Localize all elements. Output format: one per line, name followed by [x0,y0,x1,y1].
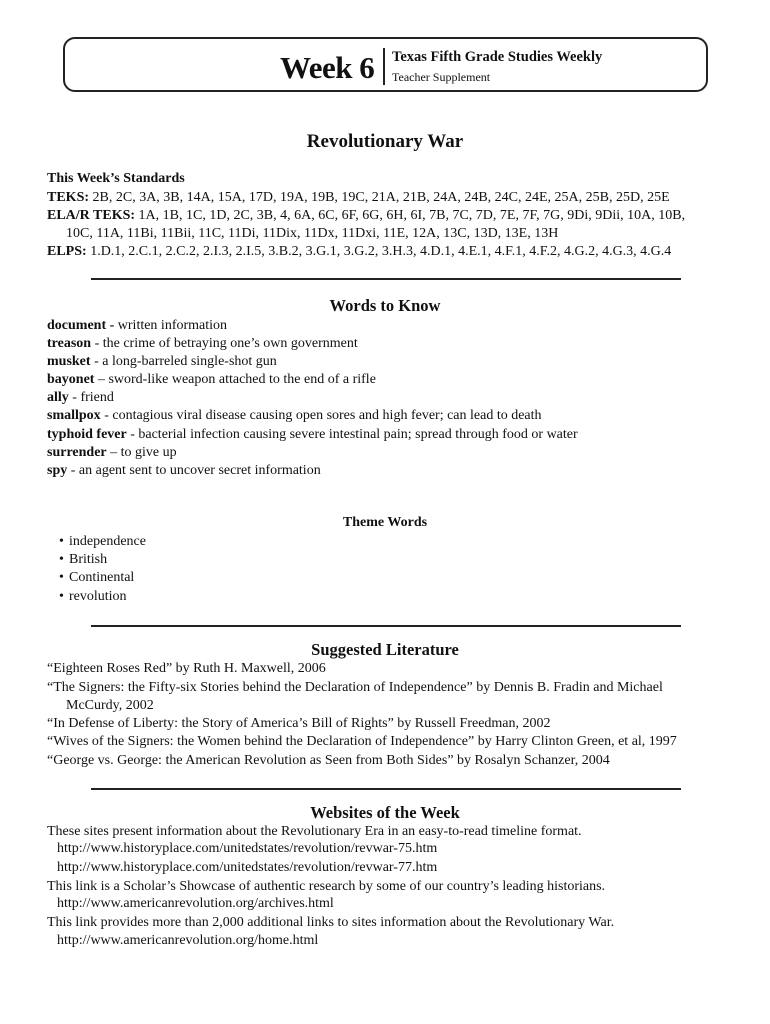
website-description: These sites present information about the Revolutionary Era in an easy-to-read timeline format. [47,824,582,839]
literature-item: “Eighteen Roses Red” by Ruth H. Maxwell, 2006 [47,661,326,676]
theme-word: independence [69,534,146,549]
bullet-icon: • [59,534,64,549]
bullet-icon: • [59,589,64,604]
week-number: Week 6 [280,50,375,85]
header-divider [383,48,385,85]
website-description: This link provides more than 2,000 additional links to sites information about the Revolutionary War. [47,915,615,930]
elar-value: 1A, 1B, 1C, 1D, 2C, 3B, 4, 6A, 6C, 6F, 6G, 6H, 6I, 7B, 7C, 7D, 7E, 7F, 7G, 9Di, 9Dii, 10A, 10B, [138,208,686,223]
word-item: bayonet – sword-like weapon attached to the end of a rifle [47,372,376,387]
elps-value: 1.D.1, 2.C.1, 2.C.2, 2.I.3, 2.I.5, 3.B.2, 3.G.1, 3.G.2, 3.H.3, 4.D.1, 4.E.1, 4.F.1, 4.F.2, 4.G.2, 4.G.3, 4.G.4 [90,244,672,259]
website-link[interactable]: http://www.americanrevolution.org/home.html [57,933,319,948]
teks-line [47,189,670,207]
literature-item: “Wives of the Signers: the Women behind the Declaration of Independence” by Harry Clinton Green, et al, 1997 [47,734,677,749]
header-box [63,37,708,92]
bullet-icon: • [59,570,64,585]
words-to-know-heading: Words to Know [329,296,441,315]
word-item: spy - an agent sent to uncover secret information [47,463,321,478]
divider [91,278,681,280]
page-title: Revolutionary War [306,131,464,152]
teks-value: 2B, 2C, 3A, 3B, 14A, 15A, 17D, 19A, 19B, 19C, 21A, 21B, 24A, 24B, 24C, 24E, 25A, 25B, 25D, 25E [92,190,670,205]
literature-item: “The Signers: the Fifty-six Stories behind the Declaration of Independence” by Dennis B. Fradin and Michael [47,680,663,695]
website-link[interactable]: http://www.historyplace.com/unitedstates/revolution/revwar-75.htm [57,841,438,856]
divider [91,625,681,627]
theme-word: British [69,552,108,567]
literature-item: “In Defense of Liberty: the Story of America’s Bill of Rights” by Russell Freedman, 2002 [47,716,551,731]
literature-item: “George vs. George: the American Revolution as Seen from Both Sides” by Rosalyn Schanzer, 2004 [47,753,610,768]
standards-heading: This Week’s Standards [47,171,185,186]
website-link[interactable]: http://www.americanrevolution.org/archives.html [57,896,334,911]
bullet-icon: • [59,552,64,567]
elar-line-2: 10C, 11A, 11Bi, 11Bii, 11C, 11Di, 11Dix, 11Dx, 11Dxi, 11E, 12A, 13C, 13D, 13E, 13H [66,226,559,241]
word-item: smallpox - contagious viral disease causing open sores and high fever; can lead to death [47,408,542,423]
website-description: This link is a Scholar’s Showcase of authentic research by some of our country’s leading historians. [47,879,606,894]
publication-title: Texas Fifth Grade Studies Weekly [392,49,603,65]
literature-heading: Suggested Literature [311,640,459,659]
elps-label: ELPS: [47,244,87,259]
word-item: surrender – to give up [47,445,177,460]
word-item: musket - a long-barreled single-shot gun [47,354,277,369]
word-item: treason - the crime of betraying one’s own government [47,336,358,351]
elps-line [47,243,671,261]
teks-label: TEKS: [47,190,90,205]
divider [91,788,681,790]
elar-label: ELA/R TEKS: [47,208,136,223]
word-item: typhoid fever - bacterial infection causing severe intestinal pain; spread through food or water [47,427,578,442]
websites-heading: Websites of the Week [310,803,460,822]
elar-line [47,207,685,225]
website-link[interactable]: http://www.historyplace.com/unitedstates/revolution/revwar-77.htm [57,860,438,875]
theme-word: revolution [69,589,127,604]
theme-word: Continental [69,570,135,585]
word-item: document - written information [47,318,228,333]
literature-item-continued: McCurdy, 2002 [66,698,154,713]
theme-words-heading: Theme Words [342,515,428,530]
word-item: ally - friend [47,390,114,405]
supplement-label: Teacher Supplement [392,70,491,84]
